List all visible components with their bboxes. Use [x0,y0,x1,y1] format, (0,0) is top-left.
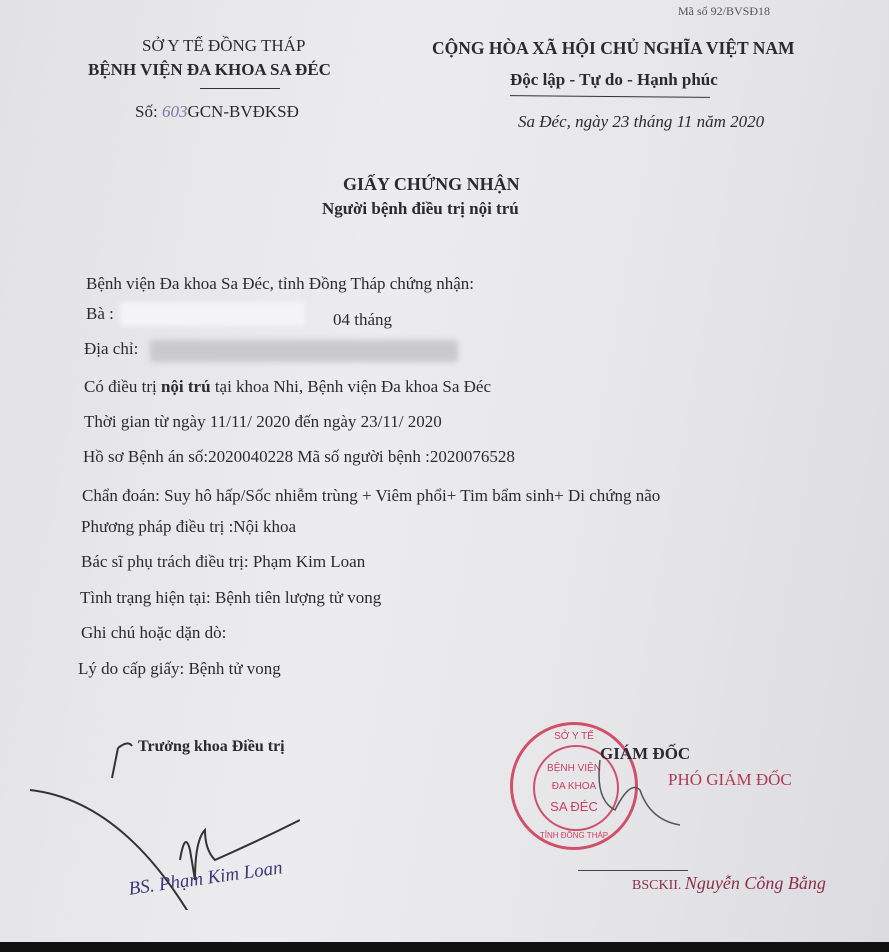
intro-line: Bệnh viện Đa khoa Sa Đéc, tỉnh Đồng Tháp chứng nhận: [86,274,475,293]
treatment-suffix: tại khoa Nhi, Bệnh viện Đa khoa Sa Đéc [210,377,491,396]
treatment-type: nội trú [160,377,211,396]
motto: Độc lập - Tự do - Hạnh phúc [510,70,718,89]
left-signature-title: Trưởng khoa Điều trị [138,738,285,755]
director-title: GIÁM ĐỐC [600,744,691,763]
left-signatory-name: BS. Phạm Kim Loan [127,857,284,900]
number-label: Số: [135,102,158,121]
document-title: GIẤY CHỨNG NHẬN [343,174,520,194]
right-signatory [632,873,826,894]
deputy-director-title: PHÓ GIÁM ĐỐC [668,770,792,789]
diagnosis: Chẩn đoán: Suy hô hấp/Sốc nhiễm trùng + Viêm phổi+ Tim bẩm sinh+ Di chứng não [82,486,661,505]
form-code: Mã số 92/BVSĐ18 [678,4,771,18]
handwritten-signature-right [570,740,690,840]
address-label: Địa chỉ: [84,339,139,358]
name-label: Bà : [86,304,114,323]
treatment-period: Thời gian từ ngày 11/11/ 2020 đến ngày 23/11/ 2020 [84,412,442,431]
stamp-line3: SA ĐÉC [550,799,598,814]
treatment-prefix: Có điều trị [84,377,161,396]
redacted-name [120,302,305,326]
patient-age: 04 tháng [333,310,393,329]
number-suffix: GCN-BVĐKSĐ [187,102,299,121]
country-header: CỘNG HÒA XÃ HỘI CHỦ NGHĨA VIỆT NAM [432,38,795,58]
treatment-line [84,377,491,397]
divider [578,870,688,871]
stamp-top-text: SỞ Y TẾ [554,731,594,742]
bottom-edge [0,942,889,952]
notes: Ghi chú hoặc dặn dò: [81,623,227,642]
issue-reason: Lý do cấp giấy: Bệnh tử vong [78,659,281,678]
stamp-bottom-text: TỈNH ĐỒNG THÁP [539,831,609,840]
document-number [135,102,299,122]
record-numbers: Hồ sơ Bệnh án số:2020040228 Mã số người bệnh :2020076528 [83,447,515,466]
divider [510,95,710,98]
right-signatory-name: Nguyễn Công Bằng [684,873,826,893]
hospital-name: BỆNH VIỆN ĐA KHOA SA ĐÉC [88,60,331,79]
treatment-method: Phương pháp điều trị :Nội khoa [81,517,297,536]
issue-date: Sa Đéc, ngày 23 tháng 11 năm 2020 [518,112,765,131]
stamp-line2: ĐA KHOA [551,781,597,792]
right-signatory-title: BSCKII. [632,878,682,893]
attending-doctor: Bác sĩ phụ trách điều trị: Phạm Kim Loan [81,552,366,571]
current-status: Tình trạng hiện tại: Bệnh tiên lượng tử vong [80,588,382,607]
document-subtitle: Người bệnh điều trị nội trú [322,199,519,218]
department-name: SỞ Y TẾ ĐỒNG THÁP [142,36,306,55]
redacted-address [150,340,458,362]
stamp-line1: BỆNH VIỆN [547,763,601,774]
divider [200,88,280,89]
number-handwritten: 603 [161,102,188,121]
